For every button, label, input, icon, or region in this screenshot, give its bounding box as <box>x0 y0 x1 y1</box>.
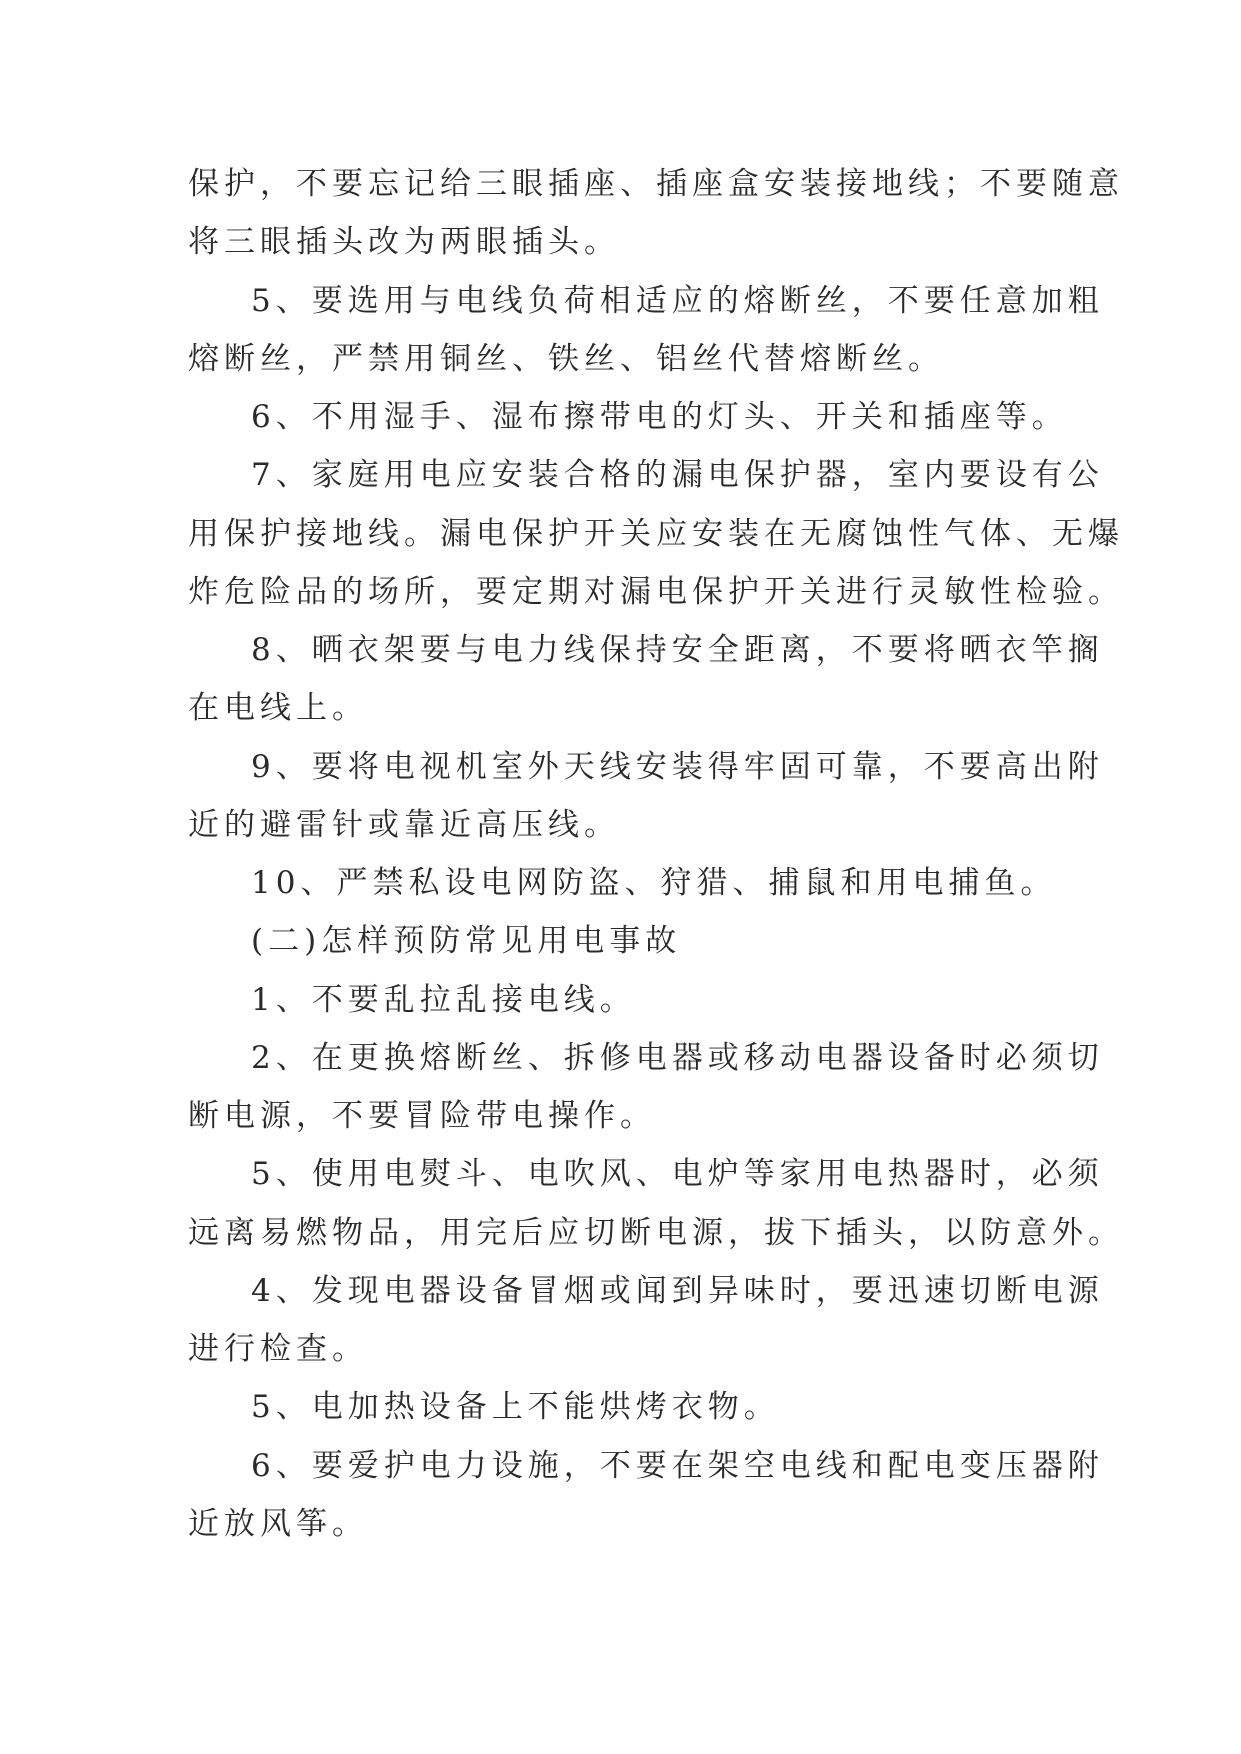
text-line: 9、要将电视机室外天线安装得牢固可靠，不要高出附 <box>251 749 1104 785</box>
text-line: 7、家庭用电应安装合格的漏电保护器，室内要设有公 <box>251 457 1104 493</box>
text-line: 在电线上。 <box>188 690 368 726</box>
section-heading: (二)怎样预防常见用电事故 <box>251 923 682 959</box>
text-line: 6、要爱护电力设施，不要在架空电线和配电变压器附 <box>251 1448 1104 1484</box>
text-line: 断电源，不要冒险带电操作。 <box>188 1098 656 1134</box>
text-line: 近放风筝。 <box>188 1506 368 1542</box>
text-line: 远离易燃物品，用完后应切断电源，拔下插头，以防意外。 <box>188 1215 1124 1251</box>
text-line: 5、电加热设备上不能烘烤衣物。 <box>251 1389 780 1425</box>
text-line: 将三眼插头改为两眼插头。 <box>188 224 620 260</box>
text-line: 6、不用湿手、湿布擦带电的灯头、开关和插座等。 <box>251 399 1068 435</box>
text-line: 4、发现电器设备冒烟或闻到异味时，要迅速切断电源 <box>251 1273 1104 1309</box>
text-line: 保护，不要忘记给三眼插座、插座盒安装接地线；不要随意 <box>188 166 1124 202</box>
text-line: 5、要选用与电线负荷相适应的熔断丝，不要任意加粗 <box>251 283 1104 319</box>
text-line: 近的避雷针或靠近高压线。 <box>188 807 620 843</box>
text-line: 熔断丝，严禁用铜丝、铁丝、铝丝代替熔断丝。 <box>188 341 944 377</box>
text-line: 10、严禁私设电网防盗、狩猎、捕鼠和用电捕鱼。 <box>251 865 1057 901</box>
text-line: 8、晒衣架要与电力线保持安全距离，不要将晒衣竿搁 <box>251 632 1104 668</box>
text-line: 进行检查。 <box>188 1331 368 1367</box>
text-line: 1、不要乱拉乱接电线。 <box>251 982 636 1018</box>
text-line: 2、在更换熔断丝、拆修电器或移动电器设备时必须切 <box>251 1040 1104 1076</box>
text-line: 炸危险品的场所，要定期对漏电保护开关进行灵敏性检验。 <box>188 574 1124 610</box>
text-line: 5、使用电熨斗、电吹风、电炉等家用电热器时，必须 <box>251 1156 1104 1192</box>
text-line: 用保护接地线。漏电保护开关应安装在无腐蚀性气体、无爆 <box>188 516 1124 552</box>
